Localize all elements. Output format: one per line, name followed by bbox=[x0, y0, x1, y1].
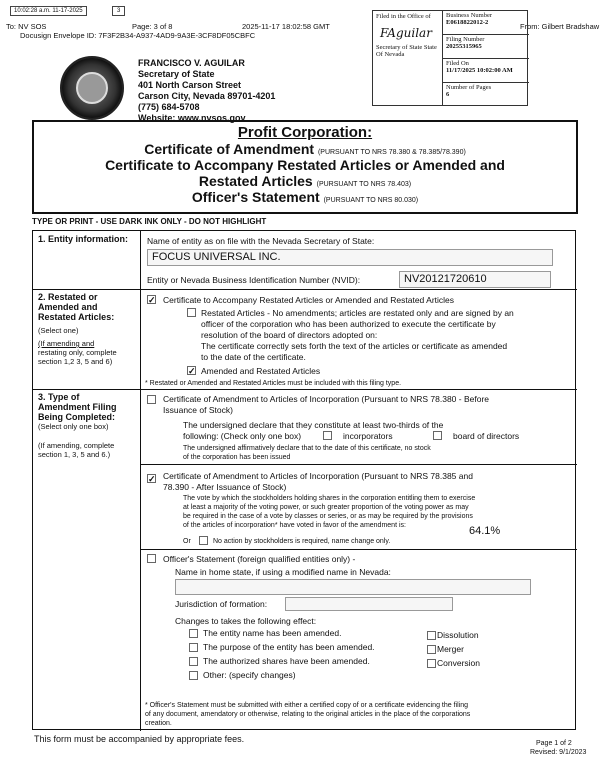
amended-restated-label: Amended and Restated Articles bbox=[201, 366, 321, 376]
vote-text-3: be required in the case of a vote by classes or series, or as may be required by the provisions bbox=[183, 513, 473, 520]
name-amended-label: The entity name has been amended. bbox=[203, 628, 342, 638]
restated-only-checkbox[interactable] bbox=[187, 308, 196, 317]
heading-line2: Certificate of Amendment bbox=[144, 141, 315, 157]
type-instructions: TYPE OR PRINT - USE DARK INK ONLY - DO NOT HIGHLIGHT bbox=[32, 217, 267, 226]
sos-phone: (775) 684-5708 bbox=[138, 102, 200, 112]
form-heading bbox=[32, 120, 578, 214]
board-checkbox[interactable] bbox=[433, 431, 442, 440]
fees-notice: This form must be accompanied by appropriate fees. bbox=[34, 734, 245, 744]
dissolution-checkbox[interactable] bbox=[427, 631, 436, 640]
sos-name: FRANCISCO V. AGUILAR bbox=[138, 58, 245, 68]
pages-label: Number of Pages bbox=[446, 84, 492, 91]
heading-line2-note: (PURSUANT TO NRS 78.380 & 78.385/78.390) bbox=[317, 149, 466, 156]
restated-only-text-3: resolution of the board of directors adopted on: bbox=[201, 330, 378, 340]
heading-line5-note: (PURSUANT TO NRS 80.030) bbox=[323, 197, 419, 204]
sos-info bbox=[138, 58, 275, 124]
fax-from: From: Gilbert Bradshaw bbox=[520, 22, 600, 31]
name-amended-checkbox[interactable] bbox=[189, 629, 198, 638]
section-3-label: 3. Type of Amendment Filing Being Completed: (Select only one box) (If amending, complete section 1, 3, 5 and 6.) bbox=[33, 389, 141, 731]
incorporators-checkbox[interactable] bbox=[323, 431, 332, 440]
restated-only-text-5: to the date of the certificate. bbox=[201, 352, 306, 362]
no-stock-text-2: of the corporation has been issued bbox=[183, 454, 291, 461]
merger-checkbox[interactable] bbox=[427, 645, 436, 654]
conversion-checkbox[interactable] bbox=[427, 659, 436, 668]
state-seal-icon bbox=[60, 56, 124, 120]
before-issuance-label-1: Certificate of Amendment to Articles of Incorporation (Pursuant to NRS 78.380 - Before bbox=[163, 394, 489, 404]
after-issuance-label-1: Certificate of Amendment to Articles of Incorporation (Pursuant to NRS 78.385 and bbox=[163, 471, 473, 481]
sos-title: Secretary of State bbox=[138, 69, 215, 79]
filing-number: 20255315965 bbox=[446, 43, 482, 50]
amended-restated-checkbox[interactable]: ✓ bbox=[188, 366, 196, 376]
form-body bbox=[32, 230, 576, 730]
restated-only-text-4: The certificate correctly sets forth the text of the articles or certificate as amended bbox=[201, 341, 508, 351]
home-state-name-field[interactable] bbox=[175, 579, 531, 595]
shares-amended-label: The authorized shares have been amended. bbox=[203, 656, 370, 666]
restated-accompany-label: Certificate to Accompany Restated Articles or Amended and Restated Articles bbox=[163, 295, 455, 305]
incorporators-label: incorporators bbox=[343, 431, 393, 441]
entity-name-label: Name of entity as on file with the Nevada Secretary of State: bbox=[147, 236, 375, 246]
dissolution-label: Dissolution bbox=[437, 630, 479, 640]
section-2-label: 2. Restated or Amended and Restated Articles: (Select one) (If amending and restating only, complete section 1,2 3, 5 and 6) bbox=[33, 289, 141, 389]
entity-name-field[interactable]: FOCUS UNIVERSAL INC. bbox=[147, 249, 553, 266]
jurisdiction-field[interactable] bbox=[285, 597, 453, 611]
heading-line4-note: (PURSUANT TO NRS 78.403) bbox=[316, 181, 412, 188]
restated-only-text-1: Restated Articles - No amendments; articles are restated only and are signed by an bbox=[201, 308, 514, 318]
after-issuance-label-2: 78.390 - After Issuance of Stock) bbox=[163, 482, 287, 492]
no-action-label: No action by stockholders is required, name change only. bbox=[213, 538, 391, 545]
conversion-label: Conversion bbox=[437, 658, 480, 668]
officer-note-1: * Officer's Statement must be submitted with either a certified copy of or a certificate evidencing the filing bbox=[145, 702, 468, 709]
filed-on-label: Filed On bbox=[446, 60, 469, 67]
fax-page-number: 3 bbox=[112, 6, 125, 16]
officer-statement-label: Officer's Statement (foreign qualified entities only) - bbox=[163, 554, 356, 564]
page-number: Page 1 of 2 bbox=[536, 740, 572, 747]
sos-website[interactable]: Website: www.nvsos.gov bbox=[138, 113, 246, 123]
vote-percentage[interactable]: 64.1% bbox=[469, 525, 501, 537]
fax-timestamp: 10:02:28 a.m. 11-17-2025 bbox=[10, 6, 87, 16]
changes-label: Changes to takes the following effect: bbox=[175, 616, 317, 626]
declare-text-1: The undersigned declare that they constitute at least two-thirds of the bbox=[183, 420, 444, 430]
no-stock-text-1: The undersigned affirmatively declare that to the date of this certificate, no stock bbox=[183, 445, 431, 452]
pages-count: 6 bbox=[446, 91, 450, 98]
purpose-amended-label: The purpose of the entity has been amended. bbox=[203, 642, 375, 652]
shares-amended-checkbox[interactable] bbox=[189, 657, 198, 666]
other-changes-checkbox[interactable] bbox=[189, 671, 198, 680]
filing-number-label: Filing Number bbox=[446, 36, 485, 43]
declare-text-2: following: (Check only one box) bbox=[183, 431, 302, 441]
fax-to: To: NV SOS bbox=[6, 22, 47, 31]
sos-city: Carson City, Nevada 89701-4201 bbox=[138, 91, 276, 101]
signature: FAguilar bbox=[380, 26, 432, 40]
envelope-id: Docusign Envelope ID: 7F3F2B34-A937-4AD9-9A3E-3CF8DF05CBFC bbox=[20, 31, 256, 40]
section-1-label: 1. Entity information: bbox=[33, 231, 141, 289]
sos-street: 401 North Carson Street bbox=[138, 80, 242, 90]
merger-label: Merger bbox=[437, 644, 464, 654]
business-number: E0618822012-2 bbox=[446, 19, 489, 26]
restated-accompany-checkbox[interactable]: ✓ bbox=[148, 295, 156, 305]
purpose-amended-checkbox[interactable] bbox=[189, 643, 198, 652]
before-issuance-checkbox[interactable] bbox=[147, 395, 156, 404]
revised-date: Revised: 9/1/2023 bbox=[530, 749, 587, 756]
after-issuance-checkbox[interactable]: ✓ bbox=[148, 474, 156, 484]
other-changes-label: Other: (specify changes) bbox=[203, 670, 296, 680]
fax-page: Page: 3 of 8 bbox=[132, 22, 173, 31]
officer-note-2: of any document, amendatory or otherwise, relating to the original articles in the place of the corporations bbox=[145, 711, 471, 718]
filed-in-label: Filed in the Office of bbox=[376, 13, 431, 20]
vote-text-1: The vote by which the stockholders holding shares in the corporation entitling them to exercise bbox=[183, 495, 476, 502]
no-action-checkbox[interactable] bbox=[199, 536, 208, 545]
secretary-label: Secretary of State State Of Nevada bbox=[376, 44, 437, 58]
nvid-label: Entity or Nevada Business Identification Number (NVID): bbox=[147, 275, 361, 285]
heading-line1: Profit Corporation: bbox=[237, 124, 373, 141]
before-issuance-label-2: Issuance of Stock) bbox=[163, 405, 233, 415]
restated-only-text-2: officer of the corporation who has been authorized to execute the certificate by bbox=[201, 319, 496, 329]
fax-datetime: 2025-11-17 18:02:58 GMT bbox=[242, 22, 330, 31]
nvid-field[interactable]: NV20121720610 bbox=[399, 271, 551, 288]
filing-stamp bbox=[372, 10, 528, 106]
business-number-label: Business Number bbox=[446, 12, 493, 19]
or-label: Or bbox=[183, 538, 191, 545]
officer-note-3: creation. bbox=[145, 720, 172, 727]
home-state-name-label: Name in home state, if using a modified name in Nevada: bbox=[175, 567, 391, 577]
filed-on: 11/17/2025 10:02:00 AM bbox=[446, 67, 513, 74]
officer-statement-checkbox[interactable] bbox=[147, 554, 156, 563]
jurisdiction-label: Jurisdiction of formation: bbox=[175, 599, 268, 609]
heading-line3: Certificate to Accompany Restated Articles or Amended and bbox=[105, 157, 505, 173]
heading-line5: Officer's Statement bbox=[191, 189, 320, 205]
vote-text-2: at least a majority of the voting power, or such greater proportion of the voting power as may bbox=[183, 504, 469, 511]
vote-text-4: of the articles of incorporation* have voted in favor of the amendment is: bbox=[183, 522, 406, 529]
board-label: board of directors bbox=[453, 431, 520, 441]
heading-line4: Restated Articles bbox=[198, 173, 313, 189]
restated-note: * Restated or Amended and Restated Articles must be included with this filing type. bbox=[145, 380, 402, 387]
